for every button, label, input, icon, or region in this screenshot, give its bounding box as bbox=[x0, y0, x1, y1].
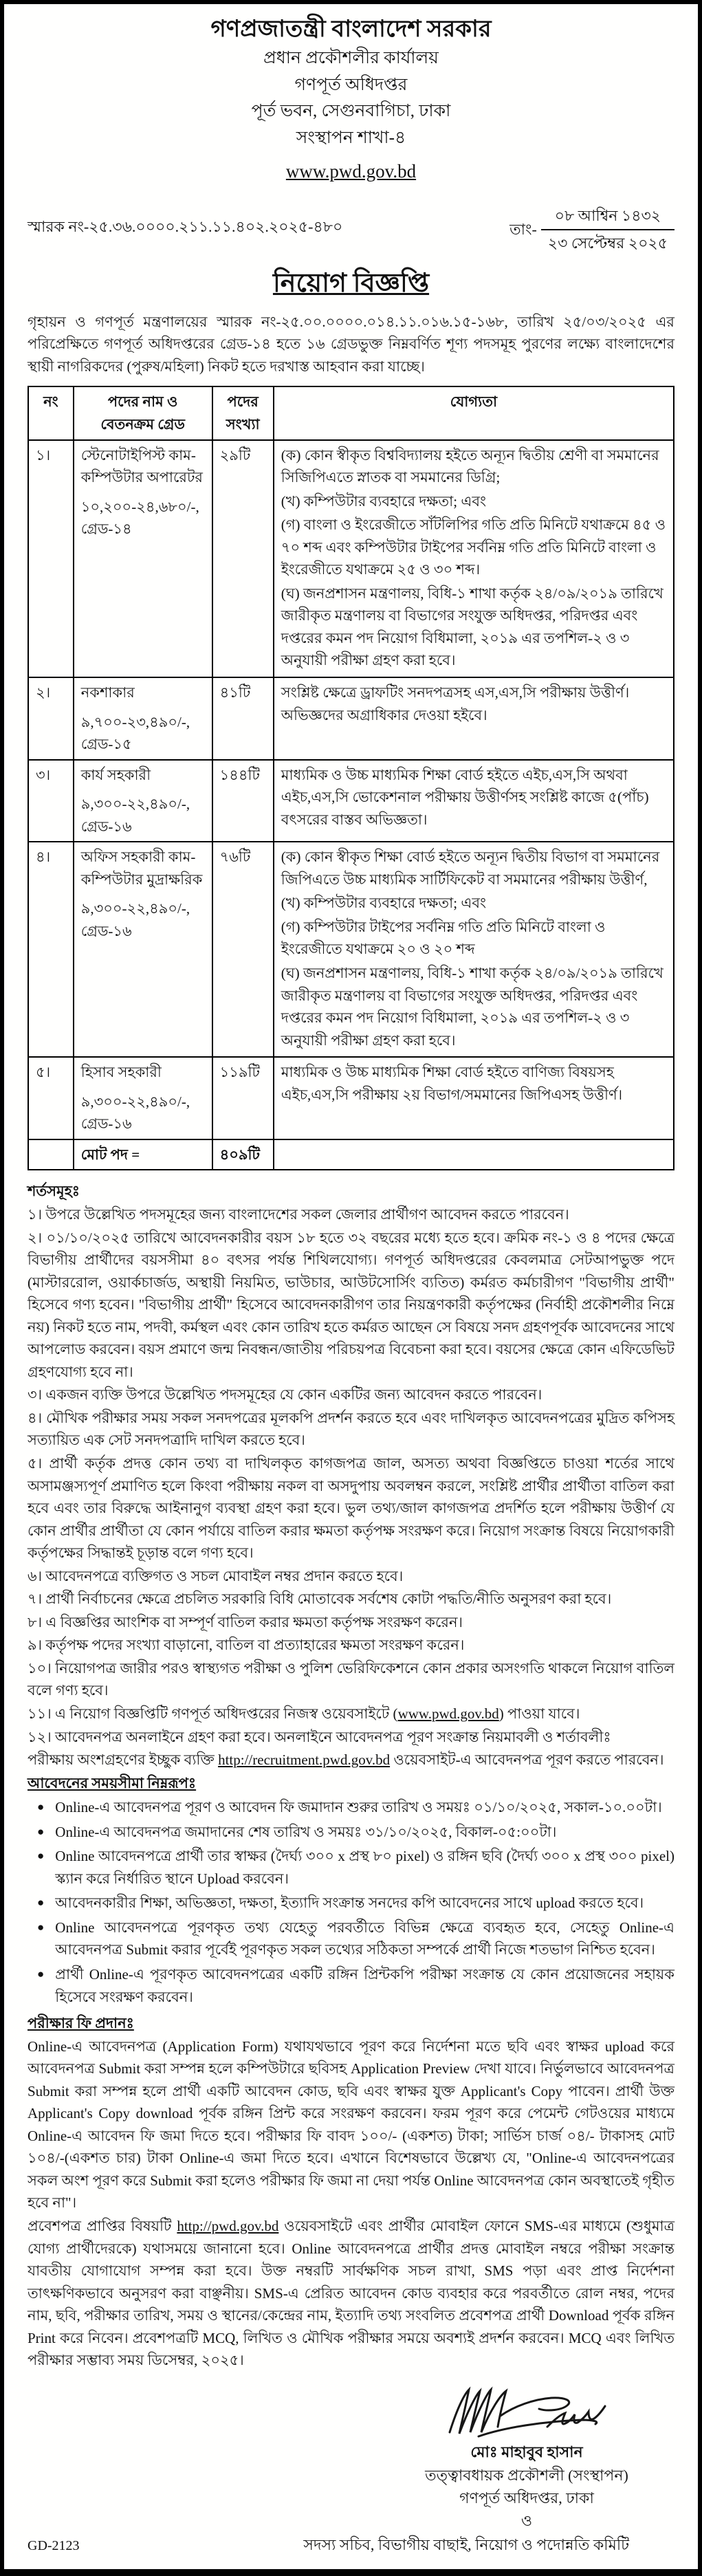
bullet-icon: ● bbox=[37, 1920, 45, 1934]
post-name: অফিস সহকারী কাম-কম্পিউটার মুদ্রাক্ষরিক bbox=[80, 849, 203, 888]
admit-website-link[interactable]: http://pwd.gov.bd bbox=[177, 2218, 279, 2235]
bullet-text: Online আবেদনপত্রে প্রার্থী তার স্বাক্ষর (দৈর্ঘ্য ৩০০ x প্রস্থ ৮০ pixel) ও রঙ্গিন ছবি (দৈর্ঘ্য ৩০০ x প্রস্থ ৩০০ pixel) স্ক্যান করে নির্ধারিত স্থানে Upload করবেন। bbox=[55, 1848, 674, 1887]
row-qualification bbox=[274, 677, 674, 760]
bullet-icon: ● bbox=[37, 1967, 45, 1980]
qual-line: মাধ্যমিক ও উচ্চ মাধ্যমিক শিক্ষা বোর্ড হইতে বাণিজ্য বিষয়সহ এইচ,এস,সি পরীক্ষায় ২য় বিভাগ/সমমানের জিপিএসহ উত্তীর্ণ। bbox=[281, 1064, 623, 1103]
condition-text: ওয়েবসাইট-এ আবেদনপত্র পূরণ করতে পারবেন। bbox=[390, 1751, 664, 1769]
condition-item: ২। ০১/১০/২০২৫ তারিখে আবেদনকারীর বয়স ১৮ হতে ৩২ বছরের মধ্যে হতে হবে। ক্রমিক নং-১ ও ৪ পদের ক্ষেত্রে বিভাগীয় প্রার্থীদের বয়সসীমা ৪০ বৎসর পর্যন্ত শিথিলযোগ্য। গণপূর্ত অধিদপ্তরের কেবলমাত্র সেটআপভুক্ত পদে (মাস্টাররোল, ওয়ার্কচার্জড, অস্থায়ী নিয়মিত, ভাউচার, আউটসোর্সিং ব্যতিত) কর্মরত কর্মচারীগণ "বিভাগীয় প্রার্থী" হিসেবে গণ্য হবেন। "বিভাগীয় প্রার্থী" হিসেবে আবেদনকারীগণ তার নিয়ন্ত্রণকারী কর্তৃপক্ষের (নির্বাহী প্রকৌশলীর নিম্নে নয়) নিকট হতে নাম, পদবী, কর্মস্থল এবং কোন তারিখ হতে কর্মরত আছেন সে বিষয়ে সনদ গ্রহণপূর্বক আবেদনের সাথে আপলোড করবেন। বয়স প্রমাণে জন্ম নিবন্ধন/জাতীয় পরিচয়পত্র বিবেচনা করা হবে। বয়সের ক্ষেত্রে কোন এফিডেভিট গ্রহণযোগ্য হবে না। bbox=[28, 1229, 674, 1380]
footer-row bbox=[28, 2533, 674, 2557]
bullet-icon: ● bbox=[37, 1896, 45, 1910]
col-header-post: পদের নাম ও বেতনক্রম গ্রেড bbox=[74, 386, 212, 439]
bullet-item bbox=[28, 1963, 674, 2008]
bullet-item bbox=[28, 1917, 674, 1961]
condition-item: ৩। একজন ব্যক্তি উপরে উল্লেখিত পদসমূহের যে কোন একটির জন্য আবেদন করতে পারবেন। bbox=[28, 1386, 542, 1404]
signature-block bbox=[379, 2379, 674, 2532]
row-count: ৪১টি bbox=[212, 677, 274, 760]
total-label: মোট পদ = bbox=[74, 1139, 212, 1170]
row-qualification bbox=[274, 1057, 674, 1139]
row-post bbox=[74, 677, 212, 760]
office-address: পূর্ত ভবন, সেগুনবাগিচা, ঢাকা bbox=[251, 102, 451, 121]
department-name: গণপূর্ত অধিদপ্তর bbox=[294, 75, 408, 94]
page-title: নিয়োগ বিজ্ঞপ্তি bbox=[272, 268, 430, 298]
signatory-committee: সদস্য সচিব, বিভাগীয় বাছাই, নিয়োগ ও পদোন্নতি কমিটি bbox=[303, 2535, 630, 2553]
col-header-count: পদের সংখ্যা bbox=[212, 386, 274, 439]
post-pay: ১০,২০০-২৪,৬৮০/-, গ্রেড-১৪ bbox=[80, 498, 199, 538]
row-post bbox=[74, 842, 212, 1057]
government-name: গণপ্রজাতন্ত্রী বাংলাদেশ সরকার bbox=[210, 17, 492, 42]
row-qualification bbox=[274, 842, 674, 1057]
intro-paragraph: গৃহায়ন ও গণপূর্ত মন্ত্রণালয়ের স্মারক নং-২৫.০০.০০০০.০১৪.১১.০১৬.১৫-১৬৮, তারিখ ২৫/০৩/২০২৫ এর পরিপ্রেক্ষিতে গণপূর্ত অধিদপ্তরের গ্রেড-১৪ হতে ১৬ গ্রেডভুক্ত নিম্নবর্ণিত শূণ্য পদসমূহ পুরণের লক্ষ্যে বাংলাদেশের স্থায়ী নাগরিকদের (পুরুষ/মহিলা) নিকট হতে দরখাস্ত আহবান করা যাচ্ছে। bbox=[28, 313, 674, 375]
table-row bbox=[28, 842, 674, 1057]
total-empty-cell bbox=[274, 1139, 674, 1170]
deadline-bullet-list bbox=[28, 1796, 674, 2008]
table-row bbox=[28, 760, 674, 842]
row-post bbox=[74, 440, 212, 677]
row-count: ৭৬টি bbox=[212, 842, 274, 1057]
table-row bbox=[28, 440, 674, 677]
qual-line: (গ) কম্পিউটার টাইপের সর্বনিম্ন গতি প্রতি মিনিটে বাংলা ও ইংরেজীতে যথাক্রমে ২০ ও ২০ শব্দ bbox=[281, 918, 606, 958]
condition-item bbox=[28, 1703, 674, 1725]
condition-text: পরীক্ষায় অংশগ্রহণের ইচ্ছুক ব্যক্তি bbox=[28, 1751, 219, 1769]
post-name: নকশাকার bbox=[80, 684, 135, 701]
condition-item: ১০। নিয়োগপত্র জারীর পরও স্বাস্থ্যগত পরীক্ষা ও পুলিশ ভেরিফিকেশনে কোন প্রকার অসংগতি থাকলে নিয়োগ বাতিল বলে গণ্য হবে। bbox=[28, 1659, 674, 1699]
date-gregorian: ২৩ সেপ্টেম্বর ২০২৫ bbox=[547, 234, 668, 252]
condition-item: ১। উপরে উল্লেখিত পদসমূহের জন্য বাংলাদেশের সকল জেলার প্রার্থীগণ আবেদন করতে পারবেন। bbox=[28, 1205, 569, 1223]
total-value: ৪০৯টি bbox=[212, 1139, 274, 1170]
conditions-heading: শর্তসমূহঃ bbox=[28, 1183, 80, 1200]
condition-item: ৫। প্রার্থী কর্তৃক প্রদত্ত কোন তথ্য বা দাখিলকৃত কাগজপত্র জাল, অসত্য অথবা বিজ্ঞপ্তিতে চাওয়া শর্তের সাথে অসামঞ্জস্যপূর্ণ প্রমাণিত হলে কিংবা পরীক্ষায় নকল বা অসদুপায় অবলম্বন করলে, সংশ্লিষ্ট প্রার্থীর প্রার্থীতা বাতিল করা হবে এবং তার বিরুদ্ধে আইনানুগ ব্যবস্থা গ্রহণ করা হবে। ভুল তথ্য/জাল কাগজপত্র প্রদর্শিত হলে পরীক্ষায় উত্তীর্ণ যে কোন প্রার্থীর প্রার্থীতা যে কোন পর্যায়ে বাতিল করার ক্ষমতা কর্তৃপক্ষ সংরক্ষণ করে। নিয়োগ সংক্রান্ত বিষয়ে নিয়োগকারী কর্তৃপক্ষের সিদ্ধান্তই চূড়ান্ত বলে গণ্য হবে। bbox=[28, 1454, 674, 1562]
table-row bbox=[28, 677, 674, 760]
bullet-text: Online-এ আবেদনপত্র জমাদানের শেষ তারিখ ও সময়ঃ ৩১/১০/২০২৫, বিকাল-০৫:০০টা। bbox=[55, 1823, 557, 1840]
bullet-text: Online আবেদনপত্রে পূরণকৃত তথ্য যেহেতু পরবর্তীতে বিভিন্ন ক্ষেত্রে ব্যবহৃত হবে, সেহেতু Online-এ আবেদনপত্র Submit করার পূর্বেই পূরণকৃত সকল তথ্যের সঠিকতা সম্পর্কে প্রার্থী নিজে শতভাগ নিশ্চিত হবেন। bbox=[55, 1919, 674, 1958]
row-count: ২৯টি bbox=[212, 440, 274, 677]
bullet-text: আবেদনকারীর শিক্ষা, অভিজ্ঞতা, দক্ষতা, ইত্যাদি সংক্রান্ত সনদের কপি আবেদনের সাথে upload করতে হবে। bbox=[55, 1895, 644, 1912]
total-empty-cell bbox=[28, 1139, 74, 1170]
post-pay: ৯,৩০০-২২,৪৯০/-, গ্রেড-১৬ bbox=[80, 1093, 190, 1133]
table-row bbox=[28, 1057, 674, 1139]
row-count: ১৪৪টি bbox=[212, 760, 274, 842]
row-post bbox=[74, 1057, 212, 1139]
condition-item: ৪। মৌখিক পরীক্ষার সময় সকল সনদপত্রের মূলকপি প্রদর্শন করতে হবে এবং দাখিলকৃত আবেদনপত্রের মুদ্রিত কপিসহ সত্যায়িত এক সেট সনদপত্রাদি দাখিল করতে হবে। bbox=[28, 1409, 674, 1449]
post-pay: ৯,৩০০-২২,৪৯০/-, গ্রেড-১৬ bbox=[80, 796, 190, 835]
row-qualification bbox=[274, 760, 674, 842]
admit-paragraph bbox=[28, 2215, 674, 2372]
row-sl: ৫। bbox=[28, 1057, 74, 1139]
row-post bbox=[74, 760, 212, 842]
qual-line: (খ) কম্পিউটার ব্যবহারে দক্ষতা; এবং bbox=[281, 492, 487, 510]
row-count: ১১৯টি bbox=[212, 1057, 274, 1139]
admit-text: প্রবেশপত্র প্রাপ্তির বিষয়টি bbox=[28, 2218, 177, 2235]
memo-row bbox=[28, 204, 674, 255]
online-apply-line bbox=[28, 1749, 674, 1771]
condition-item: ৭। প্রার্থী নির্বাচনের ক্ষেত্রে প্রচলিত সরকারি বিধি মোতাবেক সর্বশেষ কোটা পদ্ধতি/নীতি অনুসরণ করা হবে। bbox=[28, 1591, 612, 1608]
qual-line: (ক) কোন স্বীকৃত বিশ্ববিদ্যালয় হইতে অন্যূন দ্বিতীয় শ্রেণী বা সমমানের সিজিপিএতে স্নাতক বা সমমানের ডিগ্রি; bbox=[281, 446, 659, 486]
signature-zone bbox=[28, 2379, 674, 2532]
condition-text: ) পাওয়া যাবে। bbox=[498, 1705, 580, 1722]
qual-line: (ঘ) জনপ্রশাসন মন্ত্রণালয়, বিধি-১ শাখা কর্তৃক ২৪/০৯/২০১৯ তারিখে জারীকৃত মন্ত্রণালয় বা বিভাগের সংযুক্ত অধিদপ্তর, পরিদপ্তর এবং দপ্তরের কমন পদ নিয়োগ বিধিমালা, ২০১৯ এর তপশিল-২ ও ৩ অনুযায়ী পরীক্ষা গ্রহণ করা হবে। bbox=[281, 585, 663, 669]
pwd-website-link[interactable]: www.pwd.gov.bd bbox=[397, 1705, 499, 1722]
signatory-office: গণপূর্ত অধিদপ্তর, ঢাকা bbox=[459, 2489, 594, 2507]
row-qualification bbox=[274, 440, 674, 677]
post-name: কার্য সহকারী bbox=[80, 766, 151, 783]
signatory-conjunction: ও bbox=[520, 2511, 533, 2529]
fee-heading: পরীক্ষার ফি প্রদানঃ bbox=[28, 2015, 134, 2032]
handwritten-signature bbox=[437, 2379, 616, 2445]
memo-number: স্মারক নং-২৫.৩৬.০০০০.২১১.১১.৪০২.২০২৫-৪৮০ bbox=[28, 217, 343, 235]
row-sl: ২। bbox=[28, 677, 74, 760]
deadline-heading: আবেদনের সময়সীমা নিম্নরূপঃ bbox=[28, 1774, 197, 1791]
admit-text: ওয়েবসাইটে এবং প্রার্থীর মোবাইল ফোনে SMS-এর মাধ্যমে (শুধুমাত্র যোগ্য প্রার্থীদেরকে) যথাসময়ে জানানো হবে। Online আবেদনপত্রে প্রার্থীর প্রদত্ত মোবাইল নম্বরে পরীক্ষা সংক্রান্ত যাবতীয় যোগাযোগ সম্পন্ন করা হবে। উক্ত নম্বরটি সার্বক্ষণিক সচল রাখা, SMS পড়া এবং প্রাপ্ত নির্দেশনা তাৎক্ষণিকভাবে অনুসরণ করা বাঞ্ছনীয়। SMS-এ প্রেরিত আবেদন কোড ব্যবহার করে পরবর্তীতে রোল নম্বর, পদের নাম, ছবি, পরীক্ষার তারিখ, সময় ও স্থানের/কেন্দ্রের নাম, ইত্যাদি তথ্য সংবলিত প্রবেশপত্র প্রার্থী Download পূর্বক রঙ্গিন Print করে নিবেন। প্রবেশপত্রটি MCQ, লিখিত ও মৌখিক পরীক্ষার সময়ে অবশ্যই প্রদর্শন করবেন। MCQ এবং লিখিত পরীক্ষার সম্ভাব্য সময় ডিসেম্বর, ২০২৫। bbox=[28, 2218, 674, 2369]
date-bangla: ০৮ আশ্বিন ১৪৩২ bbox=[541, 204, 674, 230]
qual-line: মাধ্যমিক ও উচ্চ মাধ্যমিক শিক্ষা বোর্ড হইতে এইচ,এস,সি অথবা এইচ,এস,সি ভোকেশনাল পরীক্ষায় উত্তীর্ণসহ সংশ্লিষ্ট কাজে ৫(পাঁচ) বৎসরের বাস্তব অভিজ্ঞতা। bbox=[281, 766, 649, 828]
section-name: সংস্থাপন শাখা-৪ bbox=[296, 129, 406, 148]
bullet-icon: ● bbox=[37, 1849, 45, 1863]
qual-line: (গ) বাংলা ও ইংরেজীতে সাঁটলিপির গতি প্রতি মিনিটে যথাক্রমে ৪৫ ও ৭০ শব্দ এবং কম্পিউটার টাইপের সর্বনিম্ন গতি প্রতি মিনিটে বাংলা ও ইংরেজীতে যথাক্রমে ২৫ ও ৩০ শব্দ। bbox=[281, 516, 666, 578]
qual-line: (ক) কোন স্বীকৃত শিক্ষা বোর্ড হইতে অন্যূন দ্বিতীয় বিভাগ বা সমমানের জিপিএতে উচ্চ মাধ্যমিক সার্টিফিকেট বা সমমানের পরীক্ষায় উত্তীর্ণ, bbox=[281, 849, 660, 888]
bullet-icon: ● bbox=[37, 1800, 45, 1814]
condition-item: ৮। এ বিজ্ঞপ্তির আংশিক বা সম্পূর্ণ বাতিল করার ক্ষমতা কর্তৃপক্ষ সংরক্ষণ করেন। bbox=[28, 1613, 463, 1630]
signatory-name: মোঃ মাহাবুব হাসান bbox=[470, 2443, 583, 2460]
fee-paragraph: Online-এ আবেদনপত্র (Application Form) যথাযথভাবে পূরণ করে নির্দেশনা মতে ছবি এবং স্বাক্ষর upload করে আবেদনপত্র Submit করা সম্পন্ন হলে কম্পিউটারে ছবিসহ Application Preview দেখা যাবে। নির্ভুলভাবে আবেদনপত্র Submit করা সম্পন্ন হলে প্রার্থী একটি আবেদন কোড, ছবি এবং স্বাক্ষর যুক্ত Applicant's Copy পাবেন। প্রার্থী উক্ত Applicant's Copy download পূর্বক রঙ্গিন প্রিন্ট করে সংরক্ষণ করবেন। ফরম পূরণ করে পেমেন্ট গেটওয়ের মাধ্যমে Online-এ আবেদন ফি জমা দিতে হবে। পরীক্ষার ফি বাবদ ১০০/- (একশত) টাকা; সার্ভিস চার্জ ০৪/- টাকাসহ মোট ১০৪/-(একশত চার) টাকা Online-এ জমা দিতে হবে। এখানে বিশেষভাবে উল্লেখ্য যে, "Online-এ আবেদনপত্রের সকল অংশ পূরণ করে Submit করা হলেও পরীক্ষার ফি জমা না দেয়া পর্যন্ত Online আবেদনপত্র কোন অবস্থাতেই গৃহীত হবে না"। bbox=[28, 2038, 674, 2212]
bullet-item bbox=[28, 1796, 674, 1819]
bullet-item bbox=[28, 1821, 674, 1844]
letterhead bbox=[28, 14, 674, 186]
signatory-title: তত্ত্বাবধায়ক প্রকৌশলী (সংস্থাপন) bbox=[425, 2466, 628, 2484]
table-header-row bbox=[28, 386, 674, 439]
col-header-qualification: যোগ্যতা bbox=[274, 386, 674, 439]
posts-table bbox=[28, 386, 674, 1170]
post-name: হিসাব সহকারী bbox=[80, 1064, 162, 1081]
website-link[interactable]: www.pwd.gov.bd bbox=[285, 160, 417, 182]
qual-line: সংশ্লিষ্ট ক্ষেত্রে ড্রাফটিং সনদপত্রসহ এস,এস,সি পরীক্ষায় উত্তীর্ণ। অভিজ্ঞদের অগ্রাধিকার দেওয়া হইবে। bbox=[281, 684, 630, 723]
bullet-icon: ● bbox=[37, 1824, 45, 1838]
bullet-text: Online-এ আবেদনপত্র পূরণ ও আবেদন ফি জমাদান শুরুর তারিখ ও সময়ঃ ০১/১০/২০২৫, সকাল-১০.০০টা। bbox=[55, 1799, 662, 1816]
post-pay: ৯,৩০০-২২,৪৯০/-, গ্রেড-১৬ bbox=[80, 900, 190, 939]
post-pay: ৯,৭০০-২৩,৪৯০/-, গ্রেড-১৫ bbox=[80, 713, 190, 753]
bullet-text: প্রার্থী Online-এ পূরণকৃত আবেদনপত্রের একটি রঙ্গিন প্রিন্টকপি পরীক্ষা সংক্রান্ত যে কোন প্রয়োজনের সহায়ক হিসেবে সংরক্ষণ করবেন। bbox=[55, 1966, 674, 2005]
condition-item: ১২। আবেদনপত্র অনলাইনে গ্রহণ করা হবে। অনলাইনে আবেদনপত্র পূরণ সংক্রান্ত নিয়মাবলী ও শর্তাবলীঃ bbox=[28, 1728, 611, 1745]
condition-item: ৬। আবেদনপত্রে ব্যক্তিগত ও সচল মোবাইল নম্বর প্রদান করতে হবে। bbox=[28, 1567, 404, 1584]
condition-item: ৯। কর্তৃপক্ষ পদের সংখ্যা বাড়ানো, বাতিল বা প্রত্যাহারের ক্ষমতা সংরক্ষণ করেন। bbox=[28, 1637, 465, 1654]
bullet-item bbox=[28, 1845, 674, 1890]
col-header-sl: নং bbox=[28, 386, 74, 439]
recruitment-website-link[interactable]: http://recruitment.pwd.gov.bd bbox=[218, 1751, 391, 1769]
qual-line: (খ) কম্পিউটার ব্যবহারে দক্ষতা; এবং bbox=[281, 895, 487, 912]
post-name: স্টেনোটাইপিস্ট কাম-কম্পিউটার অপারেটর bbox=[80, 446, 203, 486]
table-total-row bbox=[28, 1139, 674, 1170]
date-label: তাং- bbox=[509, 220, 537, 238]
qual-line: (ঘ) জনপ্রশাসন মন্ত্রণালয়, বিধি-১ শাখা কর্তৃক ২৪/০৯/২০১৯ তারিখে জারীকৃত মন্ত্রণালয় বা বিভাগের সংযুক্ত অধিদপ্তর, পরিদপ্তর এবং দপ্তরের কমন পদ নিয়োগ বিধিমালা, ২০১৯ এর তপশিল-২ ও ৩ অনুযায়ী পরীক্ষা গ্রহণ করা হবে। bbox=[281, 965, 663, 1049]
footer-code: GD-2123 bbox=[28, 2538, 80, 2554]
row-sl: ৩। bbox=[28, 760, 74, 842]
row-sl: ৪। bbox=[28, 842, 74, 1057]
condition-text: ১১। এ নিয়োগ বিজ্ঞপ্তিটি গণপূর্ত অধিদপ্তরের নিজস্ব ওয়েবসাইটে ( bbox=[28, 1705, 398, 1722]
row-sl: ১। bbox=[28, 440, 74, 677]
date-block bbox=[509, 204, 674, 255]
bullet-item bbox=[28, 1892, 674, 1914]
office-name: প্রধান প্রকৌশলীর কার্যালয় bbox=[263, 48, 439, 67]
